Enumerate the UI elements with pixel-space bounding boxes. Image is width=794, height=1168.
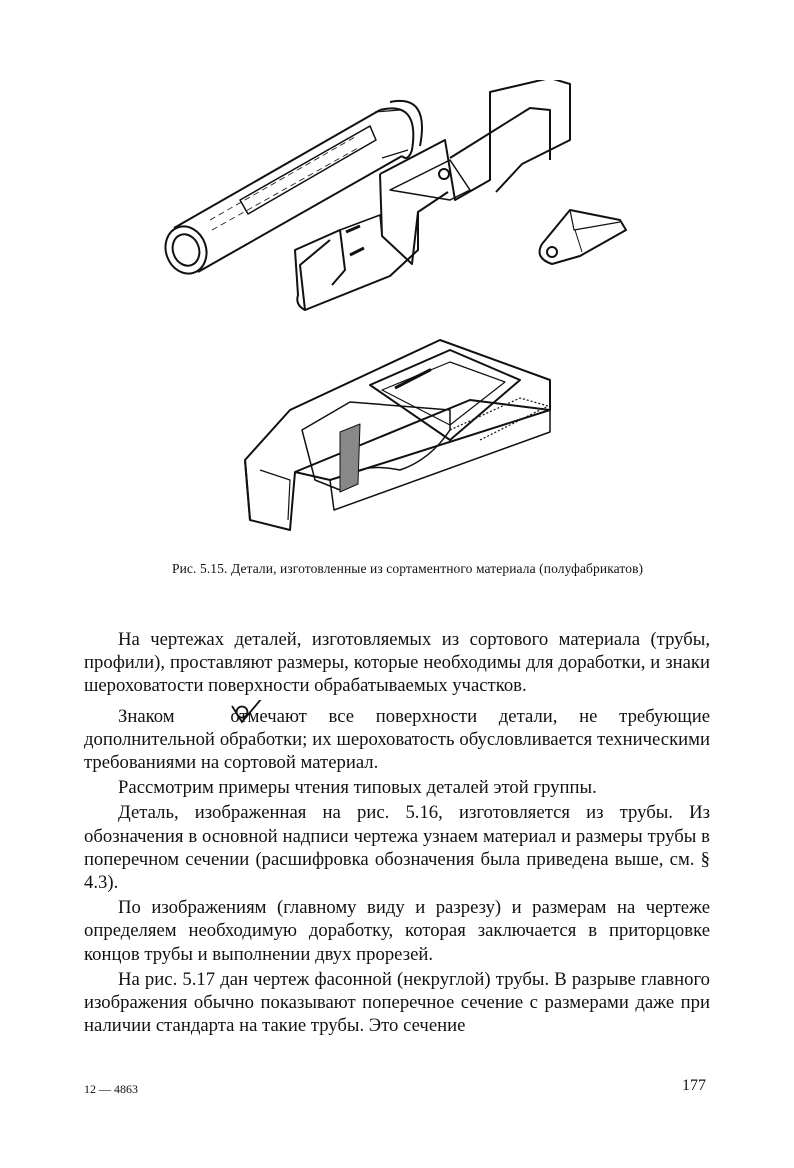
small-clip-drawing [540,210,626,264]
paragraph-2-rest: отмечают все поверхности детали, не требующие дополнительной обработки; их шероховатость обусловливается техническими требованиями на сортовой материал. [84,705,710,774]
body-text [84,628,710,1039]
paragraph-3: Рассмотрим примеры чтения типовых деталей этой группы. [118,777,597,799]
figure-caption-text: Детали, изготовленные из сортаментного материала (полуфабрикатов) [230,561,644,576]
paragraph-2 [84,700,710,775]
paragraph-6: На рис. 5.17 дан чертеж фасонной (некруглой) трубы. В разрыве главного изображения обычно показывают поперечное сечение с размерами даже при наличии стандарта на такие трубы. Это сечение [84,968,710,1037]
paragraph-4: Деталь, изображенная на рис. 5.16, изготовляется из трубы. Из обозначения в основной надписи чертежа узнаем материал и размеры трубы в поперечном сечении (расшифровка обозначения была приведена выше, см. § 4.3). [84,802,710,894]
figure-caption [172,560,652,577]
large-fitting-drawing [245,340,550,530]
figure-caption-label: Рис. 5.15. [172,561,228,576]
page-number: 177 [682,1077,706,1094]
paragraph-1: На чертежах деталей, изготовляемых из сортового материала (трубы, профили), проставляют размеры, которые необходимы для доработки, и знаки шероховатости поверхности обрабатываемых участков. [84,629,710,697]
roughness-unmachined-icon [196,700,230,726]
angle-profile-drawing [295,80,570,310]
paragraph-5: По изображениям (главному виду и разрезу) и размерам на чертеже определяем необходимую доработку, которая заключается в приторцовке концов трубы и выполнении двух прорезей. [84,897,710,965]
paragraph-2-lead: Знаком [118,705,175,727]
tube-part-drawing [159,101,422,279]
printer-signature: 12 — 4863 [84,1082,138,1096]
figure-5-15-illustration [150,80,650,540]
